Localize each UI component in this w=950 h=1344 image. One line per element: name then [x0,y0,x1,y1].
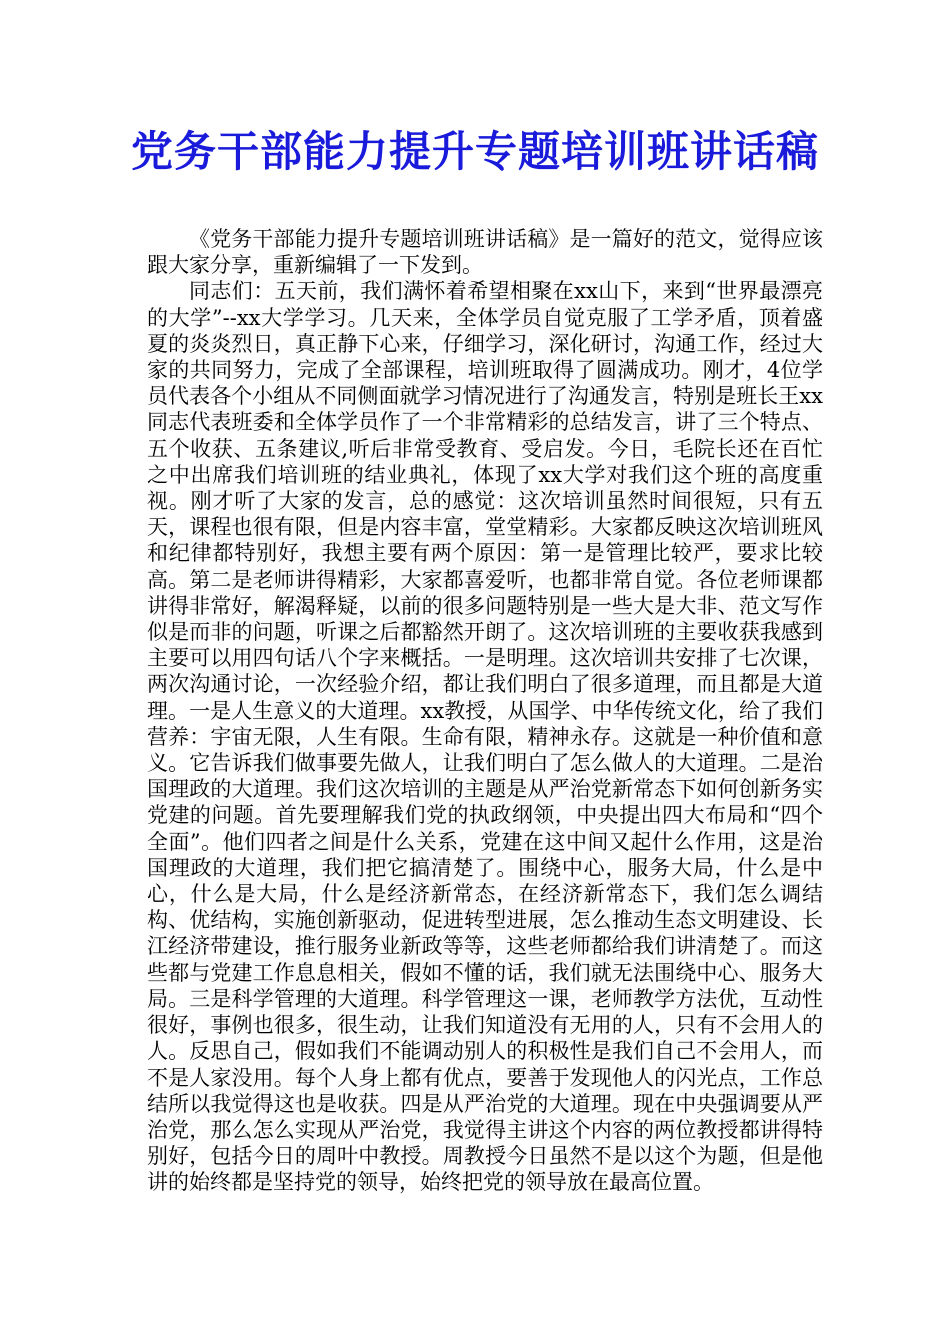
document-body [147,226,823,1196]
body-paragraph: 同志们：五天前，我们满怀着希望相聚在xx山下，来到“世界最漂亮的大学”--xx大学学习。几天来，全体学员自觉克服了工学矛盾，顶着盛夏的炎炎烈日，真正静下心来，仔细学习，深化研讨，沟通工作，经过大家的共同努力，完成了全部课程，培训班取得了圆满成功。刚才，4位学员代表各个小组从不同侧面就学习情况进行了沟通发言，特别是班长王xx同志代表班委和全体学员作了一个非常精彩的总结发言，讲了三个特点、五个收获、五条建议,听后非常受教育、受启发。今日，毛院长还在百忙之中出席我们培训班的结业典礼，体现了xx大学对我们这个班的高度重视。刚才听了大家的发言，总的感觉：这次培训虽然时间很短，只有五天，课程也很有限，但是内容丰富，堂堂精彩。大家都反映这次培训班风和纪律都特别好，我想主要有两个原因：第一是管理比较严，要求比较高。第二是老师讲得精彩，大家都喜爱听，也都非常自觉。各位老师课都讲得非常好，解渴释疑，以前的很多问题特别是一些大是大非、范文写作似是而非的问题，听课之后都豁然开朗了。这次培训班的主要收获我感到主要可以用四句话八个字来概括。一是明理。这次培训共安排了七次课，两次沟通讨论，一次经验介绍，都让我们明白了很多道理，而且都是大道理。一是人生意义的大道理。xx教授，从国学、中华传统文化，给了我们营养：宇宙无限，人生有限。生命有限，精神永存。这就是一种价值和意义。它告诉我们做事要先做人，让我们明白了怎么做人的大道理。二是治国理政的大道理。我们这次培训的主题是从严治党新常态下如何创新务实党建的问题。首先要理解我们党的执政纲领，中央提出四大布局和“四个全面”。他们四者之间是什么关系，党建在这中间又起什么作用，这是治国理政的大道理，我们把它搞清楚了。围绕中心，服务大局，什么是中心，什么是大局，什么是经济新常态，在经济新常态下，我们怎么调结构、优结构，实施创新驱动，促进转型进展，怎么推动生态文明建设、长江经济带建设，推行服务业新政等等，这些老师都给我们讲清楚了。而这些都与党建工作息息相关，假如不懂的话，我们就无法围绕中心、服务大局。三是科学管理的大道理。科学管理这一课，老师教学方法优，互动性很好，事例也很多，很生动，让我们知道没有无用的人，只有不会用人的人。反思自己，假如我们不能调动别人的积极性是我们自己不会用人，而不是人家没用。每个人身上都有优点，要善于发现他人的闪光点，工作总结所以我觉得这也是收获。四是从严治党的大道理。现在中央强调要从严治党，那么怎么实现从严治党，我觉得主讲这个内容的两位教授都讲得特别好，包括今日的周叶中教授。周教授今日虽然不是以这个为题，但是他讲的始终都是坚持党的领导，始终把党的领导放在最高位置。 [147,279,823,1195]
page-title: 党务干部能力提升专题培训班讲话稿 [130,127,819,176]
intro-paragraph: 《党务干部能力提升专题培训班讲话稿》是一篇好的范文，觉得应该跟大家分享，重新编辑了一下发到。 [147,227,823,278]
